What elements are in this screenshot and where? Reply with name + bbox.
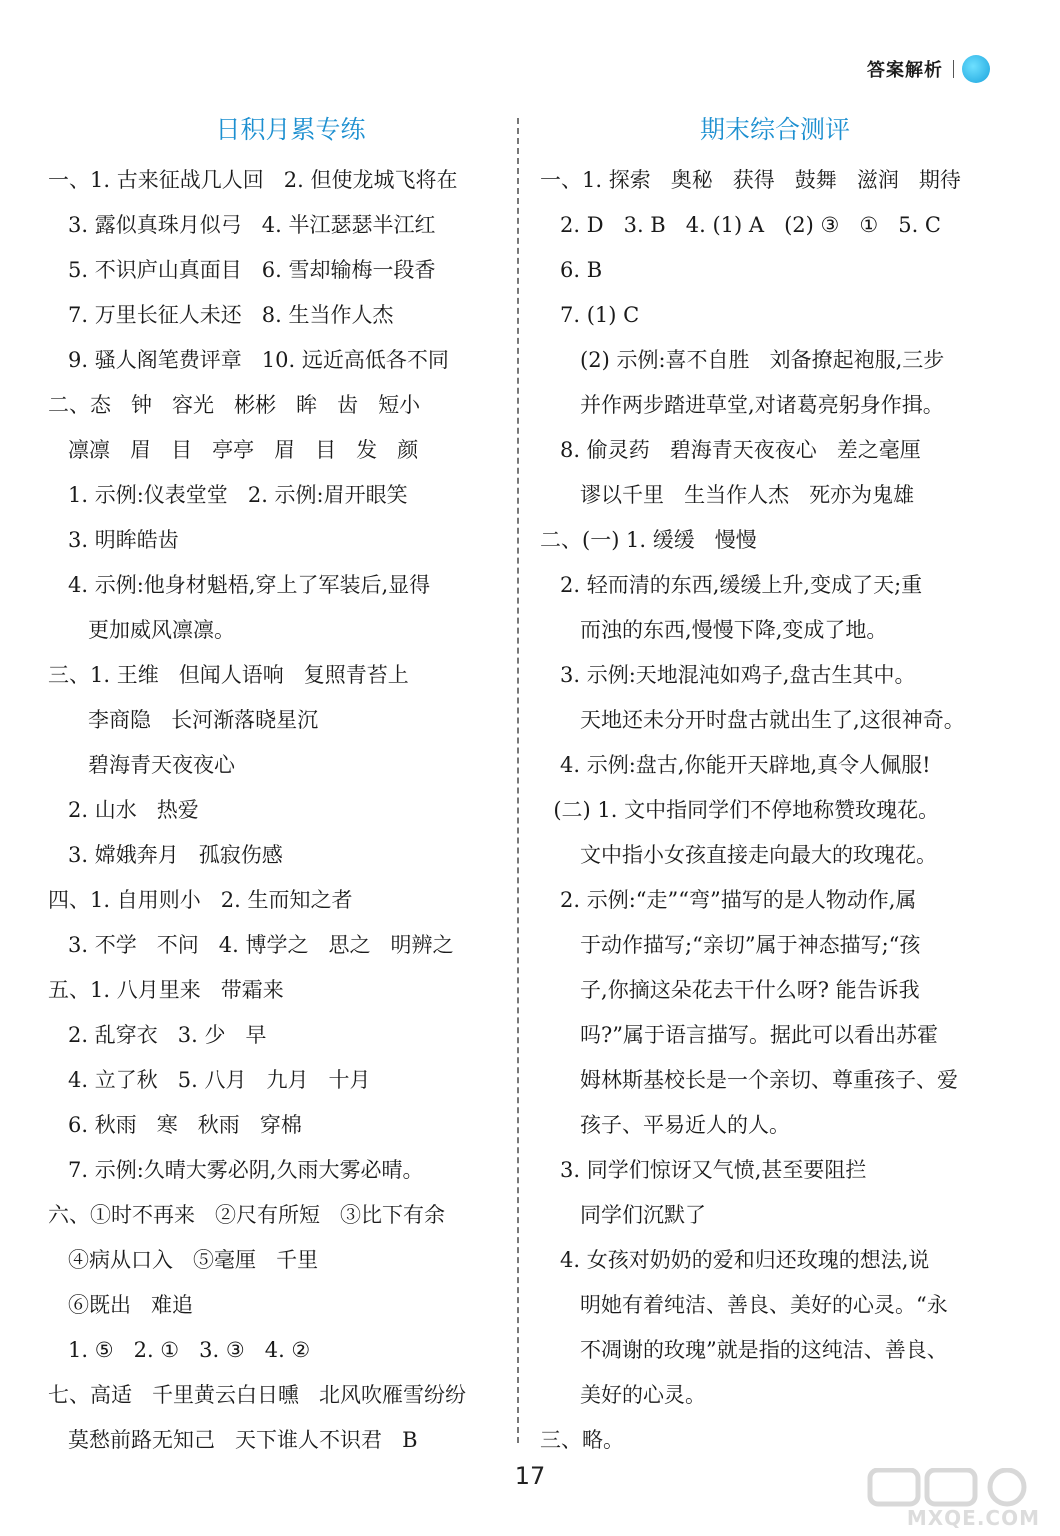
watermark-text: MXQE.COM	[906, 1506, 1040, 1530]
column-divider	[517, 118, 519, 1443]
header-separator	[953, 60, 954, 78]
answer-line: 4. 示例:盘古,你能开天辟地,真令人佩服!	[540, 753, 931, 777]
answer-line: 2. 山水 热爱	[48, 798, 199, 822]
left-column	[48, 108, 503, 1463]
answer-line: 姆林斯基校长是一个亲切、尊重孩子、爱	[540, 1068, 959, 1092]
answer-line: 谬以千里 生当作人杰 死亦为鬼雄	[540, 483, 915, 507]
answer-line: 3. 同学们惊讶又气愤,甚至要阻拦	[540, 1158, 867, 1182]
right-answer-list	[540, 158, 1010, 1463]
answer-line: 吗?”属于语言描写。据此可以看出苏霍	[540, 1023, 939, 1047]
answer-line: 孩子、平易近人的人。	[540, 1113, 791, 1137]
answer-line: 4. 立了秋 5. 八月 九月 十月	[48, 1068, 371, 1092]
answer-line: 8. 偷灵药 碧海青天夜夜心 差之毫厘	[540, 438, 921, 462]
answer-line: 明她有着纯洁、善良、美好的心灵。“永	[540, 1293, 948, 1317]
answer-line: 三、1. 王维 但闻人语响 复照青苔上	[48, 663, 409, 687]
answer-line: 3. 明眸皓齿	[48, 528, 179, 552]
answer-line: 李商隐 长河渐落晓星沉	[48, 708, 319, 732]
right-column-title: 期末综合测评	[699, 115, 850, 144]
answer-line: 而浊的东西,慢慢下降,变成了地。	[540, 618, 888, 642]
answer-line: 9. 骚人阁笔费评章 10. 远近高低各不同	[48, 348, 449, 372]
answer-line: ④病从口入 ⑤毫厘 千里	[48, 1248, 319, 1272]
answer-line: 三、略。	[540, 1428, 624, 1452]
answer-line: 六、①时不再来 ②尺有所短 ③比下有余	[48, 1203, 446, 1227]
answer-line: 子,你摘这朵花去干什么呀? 能告诉我	[540, 978, 920, 1002]
left-answer-list	[48, 158, 503, 1463]
answer-line: 2. 示例:“走”“弯”描写的是人物动作,属	[540, 888, 917, 912]
answer-line: 6. B	[540, 258, 603, 282]
answer-line: 美好的心灵。	[540, 1383, 707, 1407]
page-header	[867, 52, 990, 86]
right-column	[540, 108, 1010, 1463]
answer-line: 不凋谢的玫瑰”就是指的这纯洁、善良、	[540, 1338, 948, 1362]
answer-line: 二、态 钟 容光 彬彬 眸 齿 短小	[48, 393, 421, 417]
answer-line: 5. 不识庐山真面目 6. 雪却输梅一段香	[48, 258, 436, 282]
answer-line: 莫愁前路无知己 天下谁人不识君 B	[48, 1428, 418, 1452]
answer-line: 更加威风凛凛。	[48, 618, 236, 642]
answer-line: 7. 万里长征人未还 8. 生当作人杰	[48, 303, 394, 327]
answer-line: 3. 露似真珠月似弓 4. 半江瑟瑟半江红	[48, 213, 436, 237]
watermark	[865, 1468, 1040, 1530]
answer-line: 四、1. 自用则小 2. 生而知之者	[48, 888, 353, 912]
answer-line: 同学们沉默了	[540, 1203, 707, 1227]
left-column-title: 日积月累专练	[215, 115, 366, 144]
answer-line: 天地还未分开时盘古就出生了,这很神奇。	[540, 708, 965, 732]
answer-line: (2) 示例:喜不自胜 刘备撩起袍服,三步	[540, 348, 945, 372]
answer-line: 并作两步踏进草堂,对诸葛亮躬身作揖。	[540, 393, 944, 417]
answer-line: 7. 示例:久晴大雾必阴,久雨大雾必晴。	[48, 1158, 424, 1182]
answer-line: 2. 乱穿衣 3. 少 早	[48, 1023, 267, 1047]
answer-line: 一、1. 探索 奥秘 获得 鼓舞 滋润 期待	[540, 168, 961, 192]
answer-line: 于动作描写;“亲切”属于神态描写;“孩	[540, 933, 921, 957]
answer-line: 凛凛 眉 目 亭亭 眉 目 发 颜	[48, 438, 419, 462]
answer-line: 3. 示例:天地混沌如鸡子,盘古生其中。	[540, 663, 916, 687]
answer-line: 3. 不学 不问 4. 博学之 思之 明辨之	[48, 933, 454, 957]
answer-line: 3. 嫦娥奔月 孤寂伤感	[48, 843, 283, 867]
answer-line: 文中指小女孩直接走向最大的玫瑰花。	[540, 843, 938, 867]
page-number: 17	[514, 1462, 546, 1490]
answer-line: 4. 示例:他身材魁梧,穿上了军装后,显得	[48, 573, 431, 597]
answer-line: 五、1. 八月里来 带霜来	[48, 978, 284, 1002]
header-title: 答案解析	[867, 60, 943, 81]
answer-line: 1. 示例:仪表堂堂 2. 示例:眉开眼笑	[48, 483, 408, 507]
answer-line: 2. 轻而清的东西,缓缓上升,变成了天;重	[540, 573, 923, 597]
header-badge-icon	[962, 55, 990, 83]
answer-line: 6. 秋雨 寒 秋雨 穿棉	[48, 1113, 302, 1137]
answer-line: ⑥既出 难追	[48, 1293, 194, 1317]
watermark-logo-icon	[865, 1468, 1040, 1508]
answer-line: 一、1. 古来征战几人回 2. 但使龙城飞将在	[48, 168, 458, 192]
answer-line: 七、高适 千里黄云白日曛 北风吹雁雪纷纷	[48, 1383, 467, 1407]
answer-line: 1. ⑤ 2. ① 3. ③ 4. ②	[48, 1338, 311, 1362]
answer-line: 二、(一) 1. 缓缓 慢慢	[540, 528, 757, 552]
answer-line: 碧海青天夜夜心	[48, 753, 236, 777]
answer-line: 2. D 3. B 4. (1) A (2) ③ ① 5. C	[540, 213, 941, 237]
answer-line: 7. (1) C	[540, 303, 640, 327]
answer-line: (二) 1. 文中指同学们不停地称赞玫瑰花。	[540, 798, 940, 822]
answer-line: 4. 女孩对奶奶的爱和归还玫瑰的想法,说	[540, 1248, 930, 1272]
